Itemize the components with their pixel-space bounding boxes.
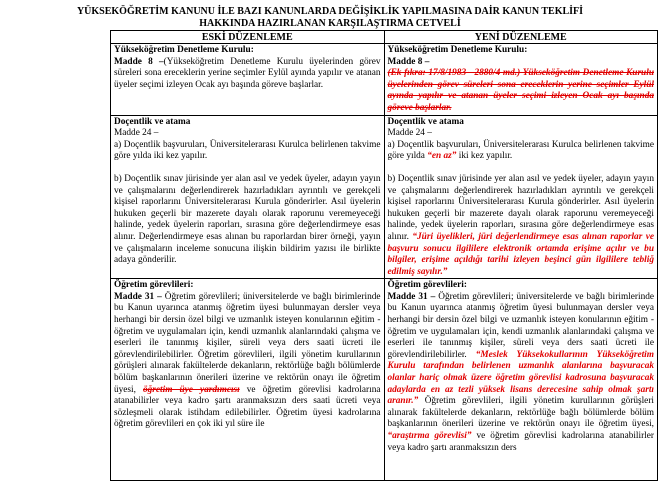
comparison-table (110, 30, 658, 481)
section-title: Öğretim görevlileri: (387, 280, 467, 291)
header-row (111, 31, 658, 44)
article-number: Madde 24 – (114, 128, 159, 139)
section-title: Doçentlik ve atama (387, 116, 464, 127)
deleted-text: öğretim üye yardımcısı (143, 384, 240, 395)
document-title (0, 6, 660, 30)
article-body-start: Öğretim görevlileri; üniversitelerde ve bağlı birimlerinde bu Kanun uyarınca atanmış öğretim üyesi bulunmayan dersler veya herhangi bir dersin özel bilgi ve uzmanlık isteyen konularının eğitim - öğretim ve uygulamaları için, kendi uzmanlık alanlarındaki çalışma ve eserleri ile tanınmış kişiler, süreli veya ders saati ücreti ile görevlendirilebilirler. (387, 291, 654, 360)
table-row (111, 279, 658, 481)
paragraph-b-start: b) Doçentlik sınav jürisinde yer alan asıl ve yedek üyeler, adayın yayın ve çalışmalarını değerlendirerek hazırladıkları ayrıntılı ve gerekçeli kişisel raporlarını Üniversitelerarası Kurula gönderirler. Asıl üyelerin hukuken geçerli bir mazerete dayalı olarak raporunu veremeyeceği halinde, yedek üyelerin raporları, sırasına göre değerlendirmeye esas alınır. (387, 173, 654, 242)
article-text (388, 68, 655, 114)
title-line-1: YÜKSEKÖĞRETİM KANUNU İLE BAZI KANUNLARDA DEĞİŞİKLİK YAPILMASINA DAİR KANUN TEKLİFİ (76, 6, 584, 17)
article-text (114, 57, 381, 92)
deleted-text: (Ek fıkra: 17/8/1983 - 2880/4 md.) Yükseköğretim Denetleme Kurulu üyelerinden görev süreleri sona ereceklerin yerine seçimler Eylül ayında yapılır ve atanan üyeler seçimi izleyen Ocak ayı başında göreve başlarlar. (387, 68, 654, 113)
paragraph-a-end: iki kez yapılır. (456, 151, 513, 162)
cell-old-madde-31 (111, 279, 385, 481)
section-title: Doçentlik ve atama (114, 116, 191, 127)
article-body-middle: Öğretim görevlileri, ilgili yönetim kurullarının görüşleri alınarak fakültelerde dekanların, rektörlüğe bağlı bölümlerde bölüm başkanlarının önerileri üzerine ve rektörün onayı ile öğretim üyesi, (387, 396, 654, 430)
table-row (111, 115, 658, 279)
paragraph-b: b) Doçentlik sınav jürisinde yer alan asıl ve yedek üyeler, adayın yayın ve çalışmalarını değerlendirerek hazırladıkları ayrıntılı ve gerekçeli kişisel raporlarını Üniversitelerarası Kurula gönderirler. Asıl üyelerin hukuken geçerli bir mazerete dayalı olarak raporunu veremeyeceği halinde, yedek üyelerin raporları, sırasına göre değerlendirmeye esas alınır. Değerlendirmeye esas alınan bu raporlardan birer örneği, yayın ve çalışmaların inceleme sonucuna ilişkin bildirim yazısı ile birlikte adaya gönderilir. (114, 173, 381, 266)
added-text: “Meslek Yüksekokullarının Yükseköğretim Kurulu tarafından belirlenen uzmanlık alanlarına başvuracak olanlar hariç olmak üzere öğretim görevlisi kadrosuna başvuracak adaylarda en az tezli yüksek lisans derecesine sahip olmak şartı aranır.” (387, 349, 654, 407)
article-body: (Yükseköğretim Denetleme Kurulu üyelerinden görev süreleri sona ereceklerin yerine seçimler Eylül ayında yapılır ve atanan üyeler seçimi izleyen Ocak ayı başında göreve başlarlar. (114, 56, 381, 90)
article-text (114, 292, 381, 431)
article-number: Madde 8 – (387, 56, 430, 67)
section-title: Öğretim görevlileri: (114, 280, 194, 291)
paragraph-a-start: a) Doçentlik başvuruları, Üniversitelerarası Kurulca belirlenen takvime göre yılda (387, 139, 654, 162)
cell-new-madde-31 (384, 279, 658, 481)
paragraph-b (388, 174, 655, 278)
paragraph-a: a) Doçentlik başvuruları, Üniversitelerarası Kurulca belirlenen takvime göre yılda iki kez yapılır. (114, 139, 381, 162)
cell-old-madde-8 (111, 44, 385, 116)
paragraph-a (388, 140, 655, 163)
added-text: “en az” (427, 151, 457, 162)
header-new: YENİ DÜZENLEME (384, 31, 658, 44)
added-text: “Jüri üyelikleri, jüri değerlendirmeye esas alınan raporlar ve başvuru sonucu ilgililere elektronik ortamda erişime açılır ve bu bilgiler, erişime açıldığı tarihi izleyen beşinci gün ilgililere tebliğ edilmiş sayılır.” (387, 231, 654, 277)
added-text: “araştırma görevlisi” (387, 431, 472, 441)
article-number: Madde 31 – (387, 291, 436, 302)
article-number: Madde 24 – (387, 128, 432, 139)
article-text (388, 292, 655, 454)
article-number: Madde 8 – (114, 56, 164, 67)
article-body-end: ve öğretim görevlisi kadrolarına atanabilirler veya kadro şartı aranmaksızın ders (387, 431, 654, 453)
article-body-end: ve öğretim görevlisi kadrolarına atanabilirler veya kadro şartı aranmaksızın ders saati ücreti veya sözleşmeli olarak istihdam edilebilirler. Öğretim üyesi kadrolarına öğretim görevlileri en çok iki yıl süre ile (114, 384, 381, 430)
section-title: Yükseköğretim Denetleme Kurulu: (387, 45, 528, 55)
cell-new-madde-24 (384, 115, 658, 279)
cell-new-madde-8 (384, 44, 658, 116)
article-body-start: Öğretim görevlileri; üniversitelerde ve bağlı birimlerinde bu Kanun uyarınca atanmış öğretim üyesi bulunmayan dersler veya herhangi bir dersin özel bilgi ve uzmanlık isteyen konularının eğitim - öğretim ve uygulamaları için, kendi uzmanlık alanlarındaki çalışma ve eserleri ile tanınmış kişiler, süreli veya ders saati ücreti ile görevlendirilebilirler. Öğretim görevlileri, ilgili yönetim kurullarının görüşleri alınarak fakültelerde dekanların, rektörlüğe bağlı bölümlerde bölüm başkanlarının önerileri üzerine ve rektörün onayı ile öğretim üyesi, (114, 291, 381, 395)
cell-old-madde-24 (111, 115, 385, 279)
header-old: ESKİ DÜZENLEME (111, 31, 385, 44)
article-number: Madde 31 – (114, 291, 162, 302)
section-title: Yükseköğretim Denetleme Kurulu: (114, 45, 254, 55)
table-row (111, 44, 658, 116)
title-line-2: HAKKINDA HAZIRLANAN KARŞILAŞTIRMA CETVELİ (199, 18, 461, 29)
